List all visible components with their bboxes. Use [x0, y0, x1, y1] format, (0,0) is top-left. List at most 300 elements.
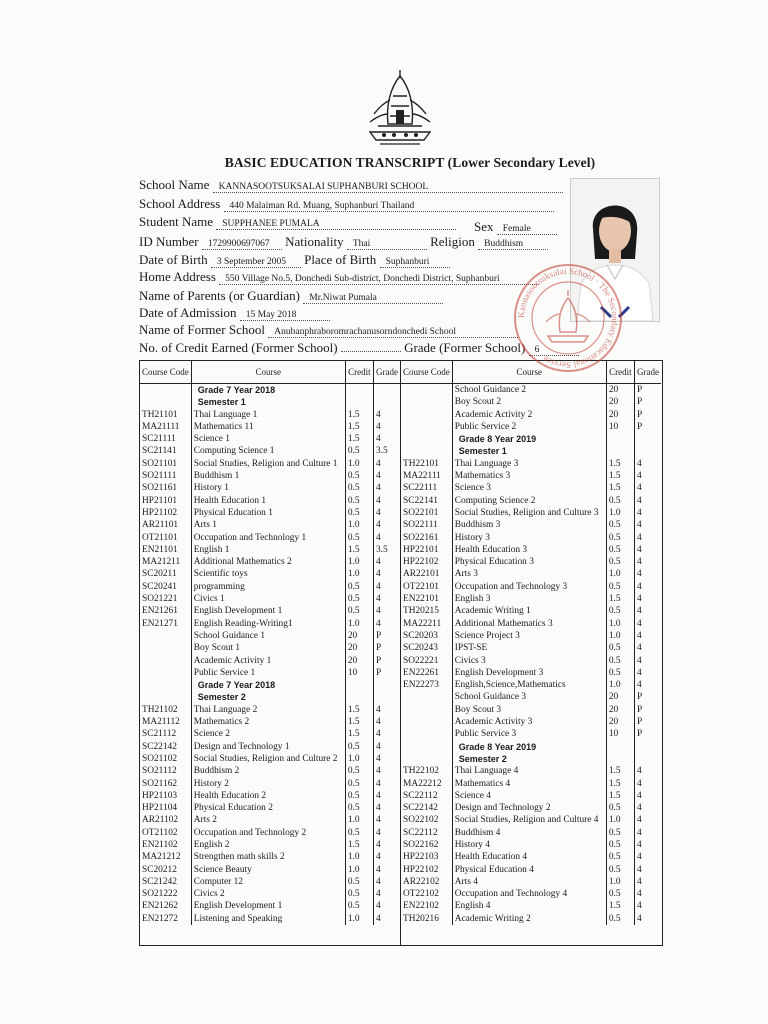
- grade-cell: 4: [373, 556, 400, 568]
- grade-cell: 4: [634, 568, 661, 580]
- course-row: [140, 630, 400, 642]
- course-code-cell: [140, 642, 191, 654]
- course-name-cell: Civics 1: [191, 593, 345, 605]
- credit-cell: [606, 445, 634, 457]
- dob-label: Date of Birth: [139, 252, 208, 267]
- course-code-cell: AR22102: [403, 876, 440, 887]
- grade-cell: 4: [634, 802, 661, 814]
- course-code-cell: HP22102: [403, 864, 439, 875]
- id-value: 1729900697067: [202, 239, 282, 250]
- course-row: [401, 581, 661, 593]
- grade-cell: 4: [634, 605, 661, 617]
- grade-cell: P: [373, 667, 400, 679]
- credit-cell: 0.5: [345, 593, 373, 605]
- credit-cell: 1.0: [345, 568, 373, 580]
- credit-cell: 1.0: [606, 618, 634, 630]
- header-credit: Credit: [606, 361, 634, 384]
- course-row: [140, 888, 400, 900]
- section-heading: Grade 8 Year 2019: [452, 433, 606, 445]
- course-name-cell: Social Studies, Religion and Culture 4: [452, 814, 606, 826]
- course-name-cell: Buddhism 2: [191, 765, 345, 777]
- former-school-label: Name of Former School: [139, 322, 266, 337]
- grade-cell: 4: [373, 741, 400, 753]
- credit-cell: 10: [606, 421, 634, 433]
- grade-cell: 4: [373, 495, 400, 507]
- credit-cell: [345, 679, 373, 691]
- credit-former-label: No. of Credit Earned (Former School): [139, 340, 338, 355]
- grade-cell: 4: [373, 790, 400, 802]
- credit-cell: 0.5: [345, 495, 373, 507]
- course-code-cell: SC22141: [403, 495, 438, 506]
- course-row: [401, 470, 661, 482]
- course-row: [140, 605, 400, 617]
- school-address-label: School Address: [139, 196, 221, 211]
- course-code-cell: SO21102: [142, 753, 178, 764]
- grade-cell: 4: [634, 667, 661, 679]
- credit-cell: 20: [345, 655, 373, 667]
- credit-cell: 1.0: [606, 568, 634, 580]
- course-name-cell: Physical Education 4: [452, 864, 606, 876]
- header-course: Course: [452, 361, 606, 384]
- credit-cell: 1.0: [345, 851, 373, 863]
- course-name-cell: Occupation and Technology 1: [191, 532, 345, 544]
- grade-cell: [634, 753, 661, 765]
- course-name-cell: Academic Activity 3: [452, 716, 606, 728]
- course-code-cell: EN21262: [142, 901, 178, 912]
- credit-cell: 0.5: [345, 581, 373, 593]
- course-name-cell: Design and Technology 2: [452, 802, 606, 814]
- course-name-cell: Arts 2: [191, 814, 345, 826]
- course-row: [401, 728, 661, 740]
- grade-former-label: Grade (Former School): [404, 340, 526, 355]
- course-row: [401, 642, 661, 654]
- section-heading-row: [140, 679, 400, 691]
- grade-cell: 4: [373, 778, 400, 790]
- header-grade: Grade: [373, 361, 400, 384]
- course-row: [140, 851, 400, 863]
- parents-line: [139, 288, 443, 304]
- grade-cell: 4: [373, 876, 400, 888]
- credit-cell: [345, 396, 373, 408]
- course-code-cell: SO22162: [403, 839, 439, 850]
- course-name-cell: Thai Language 1: [191, 409, 345, 421]
- grade-cell: 4: [634, 581, 661, 593]
- credit-former-value: [341, 351, 401, 352]
- course-name-cell: Boy Scout 3: [452, 704, 606, 716]
- course-code-cell: AR22101: [403, 569, 440, 580]
- header-credit: Credit: [345, 361, 373, 384]
- credit-cell: 1.5: [345, 839, 373, 851]
- credit-cell: 1.5: [606, 778, 634, 790]
- grade-cell: [373, 679, 400, 691]
- credit-cell: 0.5: [345, 790, 373, 802]
- grade-cell: 4: [373, 864, 400, 876]
- course-code-cell: SO21221: [142, 594, 178, 605]
- credit-cell: [606, 741, 634, 753]
- credit-cell: 1.5: [345, 409, 373, 421]
- course-code-cell: SO22102: [403, 815, 439, 826]
- home-address-label: Home Address: [139, 269, 216, 284]
- section-heading-row: [401, 433, 661, 445]
- credit-cell: 0.5: [606, 556, 634, 568]
- course-code-cell: OT22101: [403, 581, 439, 592]
- header-grade: Grade: [634, 361, 661, 384]
- nationality-label: Nationality: [285, 234, 344, 249]
- grade-cell: 4: [373, 593, 400, 605]
- grade-cell: 4: [634, 679, 661, 691]
- credit-cell: 1.0: [345, 864, 373, 876]
- credit-cell: 0.5: [606, 519, 634, 531]
- course-code-cell: SO21161: [142, 483, 178, 494]
- course-code-cell: MA21112: [142, 717, 180, 728]
- school-seal-stamp-icon: [512, 262, 624, 374]
- section-heading-row: [140, 691, 400, 703]
- course-name-cell: School Guidance 1: [191, 630, 345, 642]
- grade-cell: 4: [373, 913, 400, 925]
- credit-cell: 0.5: [345, 532, 373, 544]
- credit-cell: 1.0: [345, 458, 373, 470]
- course-name-cell: Buddhism 4: [452, 827, 606, 839]
- course-row: [140, 876, 400, 888]
- course-code-cell: [140, 691, 191, 703]
- course-row: [401, 814, 661, 826]
- course-code-cell: EN21101: [142, 544, 178, 555]
- grade-cell: 4: [634, 519, 661, 531]
- grade-cell: P: [373, 630, 400, 642]
- course-name-cell: Social Studies, Religion and Culture 2: [191, 753, 345, 765]
- credit-cell: 0.5: [345, 778, 373, 790]
- course-row: [401, 396, 661, 408]
- course-row: [401, 532, 661, 544]
- course-code-cell: [401, 741, 452, 753]
- course-row: [140, 544, 400, 556]
- credit-cell: 0.5: [345, 741, 373, 753]
- course-code-cell: EN22101: [403, 594, 439, 605]
- credit-cell: 1.5: [345, 544, 373, 556]
- sex-line: [474, 219, 557, 235]
- course-row: [401, 691, 661, 703]
- course-code-cell: SO21162: [142, 778, 178, 789]
- course-code-cell: [401, 384, 452, 397]
- credit-cell: 20: [606, 691, 634, 703]
- grade-cell: P: [634, 691, 661, 703]
- course-code-cell: OT21102: [142, 827, 178, 838]
- course-name-cell: Mathematics 11: [191, 421, 345, 433]
- course-row: [401, 421, 661, 433]
- course-row: [401, 704, 661, 716]
- credit-cell: 0.5: [606, 655, 634, 667]
- course-name-cell: Additional Mathematics 2: [191, 556, 345, 568]
- transcript-table-left: [140, 361, 400, 925]
- credit-cell: 20: [606, 396, 634, 408]
- grade-cell: P: [634, 704, 661, 716]
- grade-cell: 4: [373, 704, 400, 716]
- course-code-cell: [140, 667, 191, 679]
- course-row: [140, 667, 400, 679]
- course-row: [401, 605, 661, 617]
- credit-cell: 1.0: [606, 876, 634, 888]
- credit-cell: 1.5: [606, 593, 634, 605]
- course-row: [401, 568, 661, 580]
- course-row: [140, 741, 400, 753]
- credit-cell: 0.5: [606, 888, 634, 900]
- course-code-cell: [401, 409, 452, 421]
- course-code-cell: SC20211: [142, 569, 177, 580]
- section-heading-row: [401, 445, 661, 457]
- course-name-cell: Science 1: [191, 433, 345, 445]
- course-name-cell: Physical Education 3: [452, 556, 606, 568]
- course-row: [401, 507, 661, 519]
- course-row: [140, 519, 400, 531]
- course-code-cell: MA22212: [403, 778, 442, 789]
- course-name-cell: Mathematics 4: [452, 778, 606, 790]
- course-name-cell: Scientific toys: [191, 568, 345, 580]
- course-name-cell: Social Studies, Religion and Culture 1: [191, 458, 345, 470]
- course-row: [140, 482, 400, 494]
- grade-cell: 4: [634, 778, 661, 790]
- course-code-cell: HP22103: [403, 852, 439, 863]
- grade-cell: 4: [634, 864, 661, 876]
- course-name-cell: Arts 1: [191, 519, 345, 531]
- course-row: [401, 593, 661, 605]
- pob-label: Place of Birth: [304, 252, 377, 267]
- grade-cell: 4: [634, 876, 661, 888]
- grade-cell: P: [634, 409, 661, 421]
- course-row: [140, 507, 400, 519]
- school-emblem-icon: [360, 66, 440, 148]
- course-name-cell: Mathematics 3: [452, 470, 606, 482]
- course-row: [401, 802, 661, 814]
- grade-cell: 4: [634, 851, 661, 863]
- course-code-cell: SC21112: [142, 729, 177, 740]
- course-code-cell: EN21102: [142, 839, 178, 850]
- credit-cell: 1.0: [345, 556, 373, 568]
- grade-cell: 4: [634, 556, 661, 568]
- course-row: [401, 778, 661, 790]
- course-name-cell: English 4: [452, 900, 606, 912]
- course-code-cell: EN22102: [403, 901, 439, 912]
- course-row: [140, 593, 400, 605]
- grade-cell: 4: [373, 618, 400, 630]
- grade-cell: P: [634, 716, 661, 728]
- course-row: [401, 864, 661, 876]
- grade-cell: 4: [634, 618, 661, 630]
- credit-cell: 0.5: [606, 667, 634, 679]
- course-row: [401, 519, 661, 531]
- credit-cell: 0.5: [606, 642, 634, 654]
- course-code-cell: MA22211: [403, 618, 442, 629]
- course-code-cell: MA21212: [142, 852, 181, 863]
- grade-cell: 4: [634, 913, 661, 925]
- course-code-cell: SO22101: [403, 507, 439, 518]
- course-code-cell: SC22112: [403, 790, 438, 801]
- course-code-cell: MA21211: [142, 557, 181, 568]
- religion-label: Religion: [430, 234, 475, 249]
- course-name-cell: History 3: [452, 532, 606, 544]
- course-name-cell: Buddhism 1: [191, 470, 345, 482]
- course-code-cell: SO21112: [142, 766, 177, 777]
- credit-cell: 0.5: [345, 445, 373, 457]
- course-code-cell: [401, 728, 452, 740]
- course-code-cell: SC22112: [403, 827, 438, 838]
- course-row: [140, 458, 400, 470]
- course-code-cell: HP21104: [142, 803, 178, 814]
- course-code-cell: TH21101: [142, 409, 178, 420]
- grade-cell: 4: [373, 605, 400, 617]
- course-code-cell: HP21101: [142, 495, 178, 506]
- course-code-cell: SC20203: [403, 630, 438, 641]
- credit-cell: 1.0: [345, 753, 373, 765]
- course-code-cell: EN21271: [142, 618, 178, 629]
- course-row: [401, 716, 661, 728]
- credit-cell: 20: [606, 716, 634, 728]
- parents-value: Mr.Niwat Pumala: [303, 293, 443, 304]
- course-code-cell: AR21102: [142, 815, 179, 826]
- grade-cell: 4: [373, 802, 400, 814]
- credit-cell: 20: [606, 704, 634, 716]
- grade-cell: 4: [373, 507, 400, 519]
- grade-cell: 4: [373, 839, 400, 851]
- course-name-cell: Arts 3: [452, 568, 606, 580]
- home-address-value: 550 Village No.5, Donchedi Sub-district, Donchedi District, Suphanburi: [219, 274, 539, 285]
- course-name-cell: English Reading-Writing1: [191, 618, 345, 630]
- section-heading-row: [401, 753, 661, 765]
- credit-cell: 20: [606, 409, 634, 421]
- credit-cell: 1.5: [606, 458, 634, 470]
- course-row: [401, 839, 661, 851]
- grade-cell: 4: [634, 900, 661, 912]
- course-code-cell: HP21102: [142, 507, 178, 518]
- grade-cell: 4: [373, 458, 400, 470]
- course-code-cell: SC20241: [142, 581, 177, 592]
- course-row: [401, 482, 661, 494]
- course-code-cell: SC21242: [142, 876, 177, 887]
- seal-text: Kannasootsuksalai School · The Secondary Educational Service: [515, 265, 621, 371]
- document-title: BASIC EDUCATION TRANSCRIPT (Lower Secondary Level): [224, 155, 596, 170]
- grade-cell: 4: [373, 581, 400, 593]
- id-line: [139, 234, 548, 250]
- grade-cell: P: [634, 396, 661, 408]
- course-name-cell: Occupation and Technology 3: [452, 581, 606, 593]
- course-name-cell: Thai Language 4: [452, 765, 606, 777]
- grade-former-value: 6: [529, 345, 579, 356]
- course-code-cell: TH22102: [403, 766, 439, 777]
- grade-cell: P: [634, 421, 661, 433]
- course-code-cell: TH20215: [403, 606, 439, 617]
- course-name-cell: Occupation and Technology 4: [452, 888, 606, 900]
- school-name-line: [139, 177, 563, 193]
- course-code-cell: [401, 396, 452, 408]
- course-code-cell: [140, 396, 191, 408]
- school-name-label: School Name: [139, 177, 210, 192]
- course-row: [140, 839, 400, 851]
- course-code-cell: SO22111: [403, 520, 438, 531]
- grade-cell: 4: [634, 790, 661, 802]
- id-label: ID Number: [139, 234, 199, 249]
- course-code-cell: [401, 716, 452, 728]
- course-code-cell: AR21101: [142, 520, 179, 531]
- course-row: [140, 433, 400, 445]
- course-name-cell: English Development 1: [191, 900, 345, 912]
- grade-cell: 4: [634, 655, 661, 667]
- course-code-cell: [401, 691, 452, 703]
- course-row: [140, 568, 400, 580]
- credit-cell: [606, 433, 634, 445]
- dob-value: 3 September 2005: [211, 257, 301, 268]
- course-name-cell: Occupation and Technology 2: [191, 827, 345, 839]
- parents-label: Name of Parents (or Guardian): [139, 288, 300, 303]
- course-name-cell: Thai Language 2: [191, 704, 345, 716]
- course-row: [140, 716, 400, 728]
- course-name-cell: Mathematics 2: [191, 716, 345, 728]
- table-header-row: [140, 361, 400, 384]
- transcript-table-right: [401, 361, 661, 925]
- course-code-cell: SC20243: [403, 643, 438, 654]
- course-code-cell: HP22102: [403, 557, 439, 568]
- grade-cell: 4: [373, 568, 400, 580]
- grade-cell: 4: [634, 458, 661, 470]
- course-code-cell: [401, 445, 452, 457]
- admission-value: 15 May 2018: [240, 310, 330, 321]
- course-row: [140, 728, 400, 740]
- course-row: [140, 827, 400, 839]
- credit-cell: 0.5: [606, 827, 634, 839]
- course-name-cell: English Development 1: [191, 605, 345, 617]
- course-row: [401, 618, 661, 630]
- course-row: [140, 470, 400, 482]
- course-name-cell: School Guidance 2: [452, 384, 606, 397]
- course-name-cell: Health Education 3: [452, 544, 606, 556]
- grade-cell: 4: [373, 753, 400, 765]
- credit-cell: 1.0: [606, 507, 634, 519]
- credit-cell: 0.5: [606, 851, 634, 863]
- course-name-cell: IPST-SE: [452, 642, 606, 654]
- credit-cell: 1.5: [606, 482, 634, 494]
- former-school-value: Anubanphraboromrachanusorndonchedi School: [268, 327, 518, 338]
- credit-cell: [345, 691, 373, 703]
- course-name-cell: Academic Writing 1: [452, 605, 606, 617]
- course-row: [401, 888, 661, 900]
- course-name-cell: Health Education 1: [191, 495, 345, 507]
- grade-cell: 4: [634, 839, 661, 851]
- credit-cell: 1.0: [345, 814, 373, 826]
- course-name-cell: Science Beauty: [191, 864, 345, 876]
- course-name-cell: Listening and Speaking: [191, 913, 345, 925]
- course-row: [401, 679, 661, 691]
- section-heading-row: [401, 741, 661, 753]
- credit-cell: 1.5: [606, 765, 634, 777]
- course-row: [140, 765, 400, 777]
- course-name-cell: Science 4: [452, 790, 606, 802]
- credit-cell: 0.5: [606, 913, 634, 925]
- grade-cell: 4: [373, 814, 400, 826]
- credit-cell: 1.0: [345, 618, 373, 630]
- course-code-cell: TH20216: [403, 913, 439, 924]
- credit-cell: 0.5: [345, 507, 373, 519]
- course-row: [140, 864, 400, 876]
- grade-cell: [634, 741, 661, 753]
- credit-cell: 1.5: [345, 728, 373, 740]
- course-name-cell: Computer 12: [191, 876, 345, 888]
- religion-value: Buddhism: [478, 239, 548, 250]
- credit-cell: 0.5: [345, 605, 373, 617]
- course-row: [140, 421, 400, 433]
- course-name-cell: Academic Activity 1: [191, 655, 345, 667]
- credit-cell: 0.5: [606, 495, 634, 507]
- grade-cell: 4: [373, 851, 400, 863]
- course-name-cell: Buddhism 3: [452, 519, 606, 531]
- grade-cell: 4: [634, 827, 661, 839]
